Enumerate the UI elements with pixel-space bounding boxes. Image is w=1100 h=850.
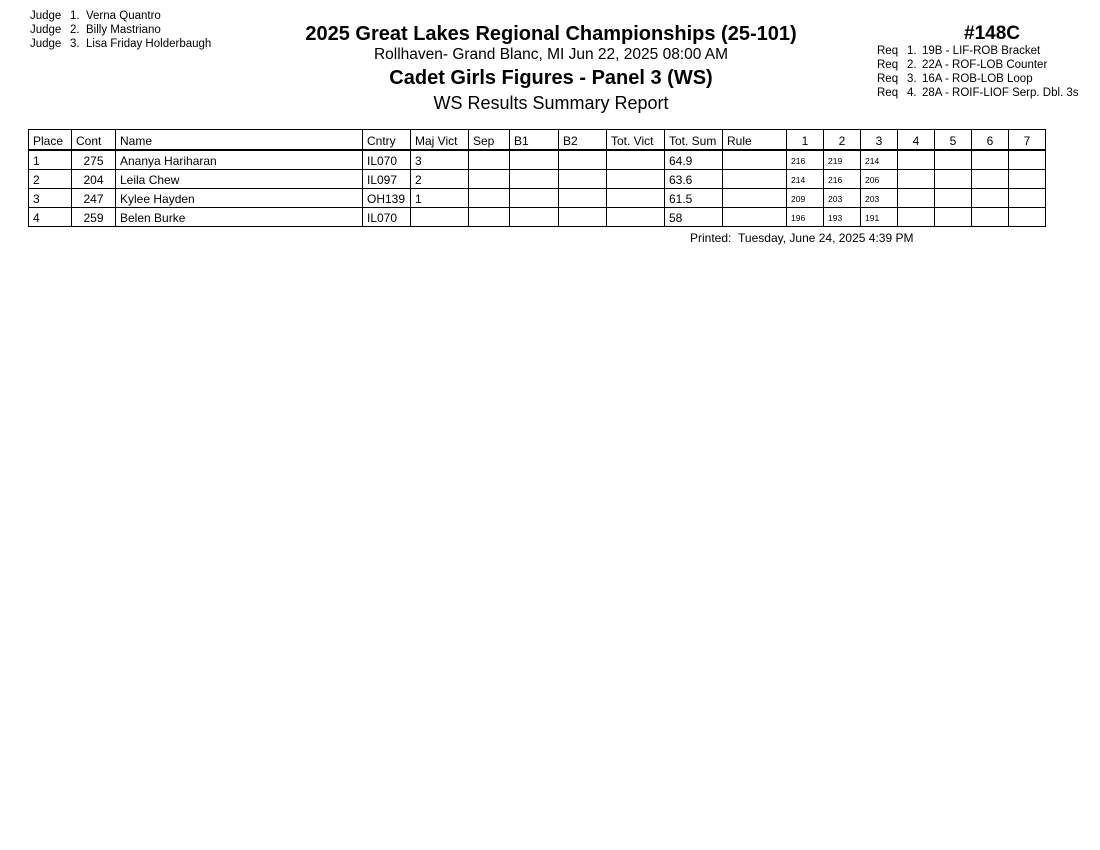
judge-name: Verna Quantro — [86, 10, 161, 22]
cell-judge-2-score: 193 — [824, 208, 861, 227]
column-header-judge-6: 6 — [972, 130, 1009, 151]
column-header-maj-vict: Maj Vict — [411, 130, 469, 151]
event-number: #148C — [964, 23, 1020, 44]
judge-row — [30, 37, 211, 51]
cell-name: Ananya Hariharan — [116, 150, 363, 170]
printed-label: Printed: — [690, 231, 732, 245]
cell-cntry: IL070 — [363, 150, 411, 170]
cell-tot-sum: 64.9 — [665, 150, 723, 170]
cell-cont: 275 — [72, 150, 116, 170]
cell-maj-vict: 3 — [411, 150, 469, 170]
cell-judge-7-score — [1009, 150, 1046, 170]
column-header-b2: B2 — [559, 130, 607, 151]
printed-date: Tuesday, June 24, 2025 4:39 PM — [738, 231, 914, 245]
requirements-list — [877, 44, 1079, 100]
cell-judge-2-score: 216 — [824, 170, 861, 189]
cell-judge-6-score — [972, 189, 1009, 208]
cell-sep — [469, 150, 510, 170]
cell-b2 — [559, 208, 607, 227]
cell-judge-3-score: 214 — [861, 150, 898, 170]
cell-tot-vict — [607, 208, 665, 227]
cell-place: 4 — [29, 208, 72, 227]
cell-judge-4-score — [898, 150, 935, 170]
requirement-label: Req — [877, 59, 899, 71]
cell-cont: 259 — [72, 208, 116, 227]
report-title: WS Results Summary Report — [433, 93, 669, 113]
table-row — [29, 208, 1046, 227]
cell-cont: 247 — [72, 189, 116, 208]
requirement-number: 2. — [907, 59, 917, 71]
column-header-judge-3: 3 — [861, 130, 898, 151]
column-header-judge-1: 1 — [787, 130, 824, 151]
requirement-label: Req — [877, 45, 899, 57]
table-row — [29, 150, 1046, 170]
cell-tot-vict — [607, 170, 665, 189]
requirement-number: 4. — [907, 87, 917, 99]
requirement-text: 19B - LIF-ROB Bracket — [922, 45, 1041, 57]
cell-cntry: IL070 — [363, 208, 411, 227]
cell-judge-4-score — [898, 208, 935, 227]
cell-judge-5-score — [935, 189, 972, 208]
requirement-text: 22A - ROF-LOB Counter — [922, 59, 1048, 71]
cell-name: Belen Burke — [116, 208, 363, 227]
judge-label: Judge — [30, 10, 62, 22]
judge-number: 1. — [70, 10, 80, 22]
cell-maj-vict: 1 — [411, 189, 469, 208]
cell-b2 — [559, 170, 607, 189]
cell-sep — [469, 170, 510, 189]
cell-judge-4-score — [898, 170, 935, 189]
cell-tot-sum: 61.5 — [665, 189, 723, 208]
cell-judge-5-score — [935, 150, 972, 170]
judge-name: Lisa Friday Holderbaugh — [86, 38, 212, 50]
column-header-judge-4: 4 — [898, 130, 935, 151]
cell-place: 1 — [29, 150, 72, 170]
cell-name: Leila Chew — [116, 170, 363, 189]
cell-b2 — [559, 150, 607, 170]
cell-b2 — [559, 189, 607, 208]
table-row — [29, 189, 1046, 208]
judge-name: Billy Mastriano — [86, 24, 161, 36]
cell-judge-4-score — [898, 189, 935, 208]
requirement-row — [877, 58, 1079, 72]
cell-tot-sum: 58 — [665, 208, 723, 227]
cell-judge-2-score: 219 — [824, 150, 861, 170]
cell-judge-1-score: 209 — [787, 189, 824, 208]
cell-maj-vict: 2 — [411, 170, 469, 189]
column-header-tot-vict: Tot. Vict — [607, 130, 665, 151]
judge-label: Judge — [30, 24, 62, 36]
judges-list — [30, 9, 211, 51]
cell-judge-6-score — [972, 170, 1009, 189]
cell-place: 2 — [29, 170, 72, 189]
cell-b1 — [510, 150, 559, 170]
cell-judge-2-score: 203 — [824, 189, 861, 208]
cell-cntry: OH139 — [363, 189, 411, 208]
cell-judge-7-score — [1009, 170, 1046, 189]
cell-cont: 204 — [72, 170, 116, 189]
cell-judge-3-score: 203 — [861, 189, 898, 208]
requirement-row — [877, 86, 1079, 100]
event-title: 2025 Great Lakes Regional Championships (25-101) — [305, 23, 797, 45]
column-header-rule: Rule — [723, 130, 787, 151]
cell-judge-1-score: 196 — [787, 208, 824, 227]
judge-number: 3. — [70, 38, 80, 50]
column-header-sep: Sep — [469, 130, 510, 151]
table-header-row — [29, 130, 1046, 151]
cell-place: 3 — [29, 189, 72, 208]
event-location: Rollhaven- Grand Blanc, MI Jun 22, 2025 08:00 AM — [373, 46, 729, 63]
cell-judge-7-score — [1009, 189, 1046, 208]
requirement-number: 1. — [907, 45, 917, 57]
cell-judge-5-score — [935, 170, 972, 189]
cell-judge-3-score: 206 — [861, 170, 898, 189]
cell-judge-7-score — [1009, 208, 1046, 227]
panel-title: Cadet Girls Figures - Panel 3 (WS) — [389, 67, 713, 89]
column-header-judge-2: 2 — [824, 130, 861, 151]
judge-row — [30, 9, 211, 23]
requirement-text: 28A - ROIF-LIOF Serp. Dbl. 3s — [922, 87, 1079, 99]
cell-b1 — [510, 189, 559, 208]
requirement-row — [877, 72, 1079, 86]
cell-rule — [723, 189, 787, 208]
report-header — [290, 22, 812, 115]
column-header-place: Place — [29, 130, 72, 151]
requirement-label: Req — [877, 73, 899, 85]
column-header-judge-5: 5 — [935, 130, 972, 151]
judge-label: Judge — [30, 38, 62, 50]
column-header-cont: Cont — [72, 130, 116, 151]
results-table — [28, 129, 1046, 227]
cell-judge-1-score: 214 — [787, 170, 824, 189]
cell-judge-1-score: 216 — [787, 150, 824, 170]
cell-tot-vict — [607, 189, 665, 208]
cell-sep — [469, 189, 510, 208]
cell-cntry: IL097 — [363, 170, 411, 189]
cell-rule — [723, 208, 787, 227]
column-header-name: Name — [116, 130, 363, 151]
requirement-text: 16A - ROB-LOB Loop — [922, 73, 1033, 85]
cell-name: Kylee Hayden — [116, 189, 363, 208]
judge-number: 2. — [70, 24, 80, 36]
cell-judge-3-score: 191 — [861, 208, 898, 227]
table-row — [29, 170, 1046, 189]
printed-timestamp — [690, 231, 913, 245]
column-header-cntry: Cntry — [363, 130, 411, 151]
cell-b1 — [510, 208, 559, 227]
column-header-tot-sum: Tot. Sum — [665, 130, 723, 151]
requirement-row — [877, 44, 1079, 58]
requirement-label: Req — [877, 87, 899, 99]
cell-b1 — [510, 170, 559, 189]
cell-judge-6-score — [972, 150, 1009, 170]
cell-sep — [469, 208, 510, 227]
cell-rule — [723, 150, 787, 170]
cell-judge-6-score — [972, 208, 1009, 227]
cell-rule — [723, 170, 787, 189]
column-header-b1: B1 — [510, 130, 559, 151]
column-header-judge-7: 7 — [1009, 130, 1046, 151]
cell-judge-5-score — [935, 208, 972, 227]
cell-maj-vict — [411, 208, 469, 227]
cell-tot-sum: 63.6 — [665, 170, 723, 189]
judge-row — [30, 23, 211, 37]
requirement-number: 3. — [907, 73, 917, 85]
cell-tot-vict — [607, 150, 665, 170]
